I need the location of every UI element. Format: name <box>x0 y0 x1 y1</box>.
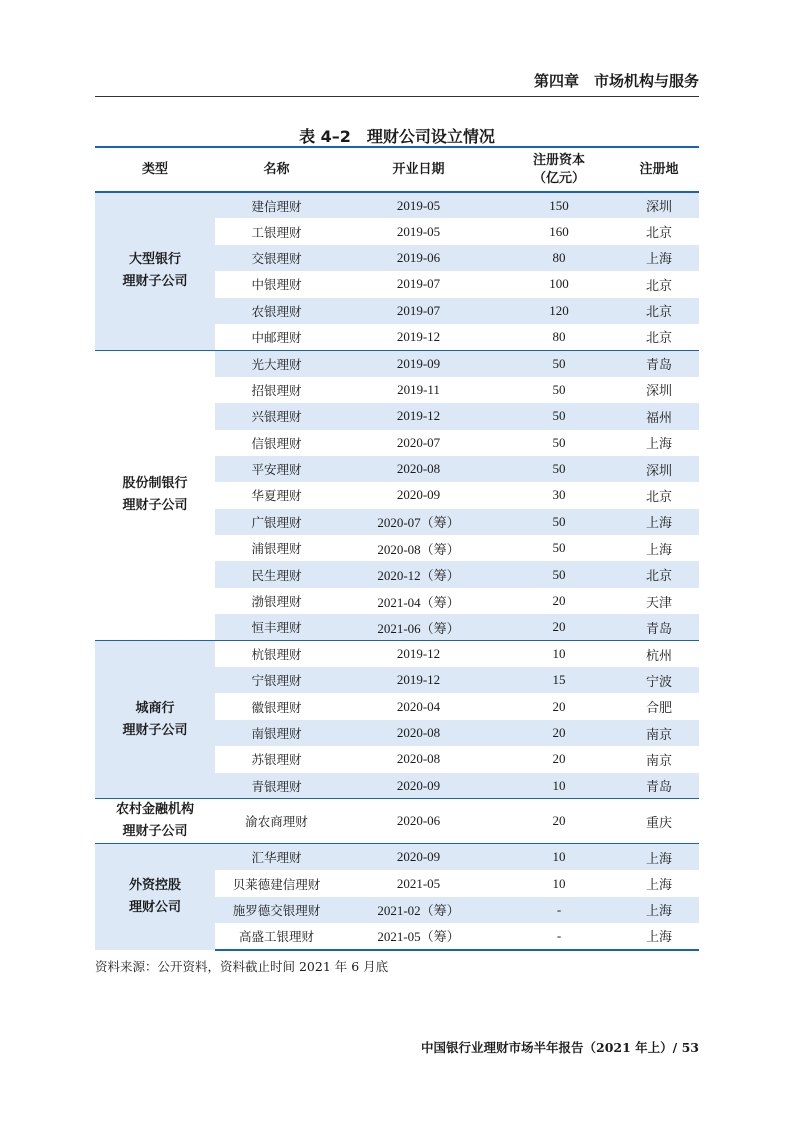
company-name: 南银理财 <box>215 720 338 746</box>
company-name: 平安理财 <box>215 456 338 482</box>
registered-capital: 50 <box>499 509 619 535</box>
company-name: 华夏理财 <box>251 488 302 504</box>
company-name: 徽银理财 <box>251 699 302 715</box>
registered-capital: 50 <box>552 381 566 397</box>
company-name: 高盛工银理财 <box>215 923 338 949</box>
registered-capital: 50 <box>499 350 619 376</box>
open-date: 2019-12 <box>338 667 499 693</box>
table-header-row <box>95 147 699 192</box>
category-cell <box>95 641 215 799</box>
open-date: 2020-07 <box>396 434 441 450</box>
category-cell <box>95 350 215 640</box>
category-label: 理财子公司 <box>122 498 188 514</box>
registered-location: 福州 <box>619 403 699 429</box>
category-label: 股份制银行 <box>122 476 188 492</box>
registered-location: 青岛 <box>619 773 699 799</box>
company-name: 渝农商理财 <box>215 799 338 844</box>
open-date: 2021-05 <box>396 875 441 891</box>
open-date: 2019-12 <box>338 641 499 667</box>
registered-location: 北京 <box>619 561 699 587</box>
source-note: 资料来源：公开资料，资料截止时间 2021 年 6 月底 <box>95 959 389 974</box>
company-name: 渤银理财 <box>251 594 302 610</box>
category-cell <box>95 844 215 950</box>
table-row <box>95 350 699 376</box>
registered-location: 上海 <box>619 844 699 870</box>
registered-capital: 80 <box>499 245 619 271</box>
registered-capital: 10 <box>499 773 619 799</box>
table-title: 表 4–2 理财公司设立情况 <box>299 127 495 146</box>
page-footer: 中国银行业理财市场半年报告（2021 年上）/ 53 <box>421 1040 699 1055</box>
registered-location: 北京 <box>645 226 672 242</box>
table-container <box>95 146 699 951</box>
company-name: 施罗德交银理财 <box>215 897 338 923</box>
open-date: 2019-09 <box>338 350 499 376</box>
chapter-header: 第四章 市场机构与服务 <box>533 72 699 90</box>
registered-location: 南京 <box>645 753 672 769</box>
registered-capital: 150 <box>499 192 619 218</box>
registered-capital: - <box>499 897 619 923</box>
registered-capital: 50 <box>499 561 619 587</box>
registered-capital: 20 <box>552 698 566 714</box>
open-date: 2021-05（筹） <box>338 923 499 949</box>
company-name: 贝莱德建信理财 <box>232 876 321 892</box>
header-type: 类型 <box>141 161 168 177</box>
open-date: 2020-08 <box>338 720 499 746</box>
registered-location: 北京 <box>619 298 699 324</box>
table-row <box>95 844 699 870</box>
open-date: 2019-12 <box>338 403 499 429</box>
registered-capital: 50 <box>552 540 566 556</box>
registered-capital: 100 <box>549 276 569 292</box>
registered-capital: 80 <box>552 328 566 344</box>
company-name: 中邮理财 <box>251 329 302 345</box>
registered-location: 青岛 <box>619 350 699 376</box>
category-label: 农村金融机构 <box>115 802 194 818</box>
company-name: 广银理财 <box>215 509 338 535</box>
company-name: 兴银理财 <box>215 403 338 429</box>
registered-location: 重庆 <box>619 799 699 844</box>
registered-location: 上海 <box>645 437 672 453</box>
company-name: 信银理财 <box>251 435 302 451</box>
category-label: 理财子公司 <box>122 824 188 840</box>
company-name: 交银理财 <box>215 245 338 271</box>
registered-capital: 160 <box>549 223 569 239</box>
company-name: 工银理财 <box>251 224 302 240</box>
open-date: 2019-07 <box>396 276 441 292</box>
open-date: 2020-08（筹） <box>377 541 460 557</box>
wealth-company-table <box>95 146 699 951</box>
header-open-date: 开业日期 <box>392 161 445 177</box>
open-date: 2020-12（筹） <box>338 561 499 587</box>
open-date: 2020-08 <box>396 751 441 767</box>
registered-capital: 10 <box>499 641 619 667</box>
registered-location: 南京 <box>619 720 699 746</box>
category-label: 理财子公司 <box>122 722 188 738</box>
registered-location: 上海 <box>619 923 699 949</box>
open-date: 2020-08 <box>338 456 499 482</box>
category-cell <box>95 799 215 844</box>
company-name: 农银理财 <box>215 298 338 324</box>
table-row <box>95 799 699 844</box>
registered-capital: - <box>499 923 619 949</box>
company-name: 汇华理财 <box>215 844 338 870</box>
header-registered-capital: 注册资本 （亿元） <box>532 152 585 186</box>
registered-capital: 20 <box>552 751 566 767</box>
registered-capital: 15 <box>499 667 619 693</box>
registered-location: 深圳 <box>619 192 699 218</box>
registered-capital: 20 <box>499 614 619 640</box>
open-date: 2019-12 <box>396 328 441 344</box>
open-date: 2019-11 <box>397 381 440 397</box>
registered-location: 北京 <box>645 278 672 294</box>
open-date: 2021-04（筹） <box>377 594 460 610</box>
open-date: 2019-07 <box>338 298 499 324</box>
registered-location: 天津 <box>645 595 672 611</box>
category-label: 理财公司 <box>128 900 181 916</box>
company-name: 浦银理财 <box>251 541 302 557</box>
open-date: 2019-06 <box>338 245 499 271</box>
open-date: 2020-04 <box>396 698 441 714</box>
header-name: 名称 <box>263 161 290 177</box>
open-date: 2020-06 <box>338 799 499 844</box>
company-name: 宁银理财 <box>215 667 338 693</box>
registered-location: 青岛 <box>619 614 699 640</box>
category-label: 城商行 <box>135 700 175 716</box>
registered-location: 北京 <box>645 331 672 347</box>
category-label: 外资控股 <box>128 878 181 894</box>
company-name: 青银理财 <box>215 773 338 799</box>
registered-location: 杭州 <box>619 641 699 667</box>
open-date: 2020-07（筹） <box>338 509 499 535</box>
company-name: 恒丰理财 <box>215 614 338 640</box>
open-date: 2020-09 <box>338 773 499 799</box>
registered-capital: 20 <box>499 799 619 844</box>
category-label: 理财子公司 <box>122 274 188 290</box>
registered-capital: 10 <box>499 844 619 870</box>
table-row <box>95 641 699 667</box>
company-name: 中银理财 <box>251 277 302 293</box>
registered-location: 上海 <box>619 509 699 535</box>
registered-location: 深圳 <box>619 456 699 482</box>
company-name: 苏银理财 <box>251 752 302 768</box>
registered-capital: 120 <box>499 298 619 324</box>
open-date: 2020-09 <box>338 844 499 870</box>
registered-location: 上海 <box>619 897 699 923</box>
registered-location: 上海 <box>645 878 672 894</box>
company-name: 招银理财 <box>251 382 302 398</box>
registered-capital: 30 <box>552 487 566 503</box>
registered-location: 合肥 <box>645 701 672 717</box>
registered-location: 上海 <box>645 542 672 558</box>
header-rule <box>95 96 699 97</box>
registered-capital: 10 <box>552 875 566 891</box>
registered-capital: 20 <box>552 593 566 609</box>
company-name: 杭银理财 <box>215 641 338 667</box>
table-body <box>95 192 699 950</box>
open-date: 2019-05 <box>338 192 499 218</box>
company-name: 建信理财 <box>215 192 338 218</box>
open-date: 2021-02（筹） <box>338 897 499 923</box>
registered-capital: 20 <box>499 720 619 746</box>
company-name: 光大理财 <box>215 350 338 376</box>
category-label: 大型银行 <box>128 252 181 268</box>
registered-capital: 50 <box>499 456 619 482</box>
registered-capital: 50 <box>499 403 619 429</box>
header-location: 注册地 <box>639 161 679 177</box>
registered-location: 深圳 <box>645 384 672 400</box>
registered-capital: 50 <box>552 434 566 450</box>
registered-location: 北京 <box>645 489 672 505</box>
table-row <box>95 192 699 218</box>
open-date: 2019-05 <box>396 223 441 239</box>
company-name: 民生理财 <box>215 561 338 587</box>
open-date: 2020-09 <box>396 487 441 503</box>
registered-location: 宁波 <box>619 667 699 693</box>
open-date: 2021-06（筹） <box>338 614 499 640</box>
registered-location: 上海 <box>619 245 699 271</box>
category-cell <box>95 192 215 350</box>
